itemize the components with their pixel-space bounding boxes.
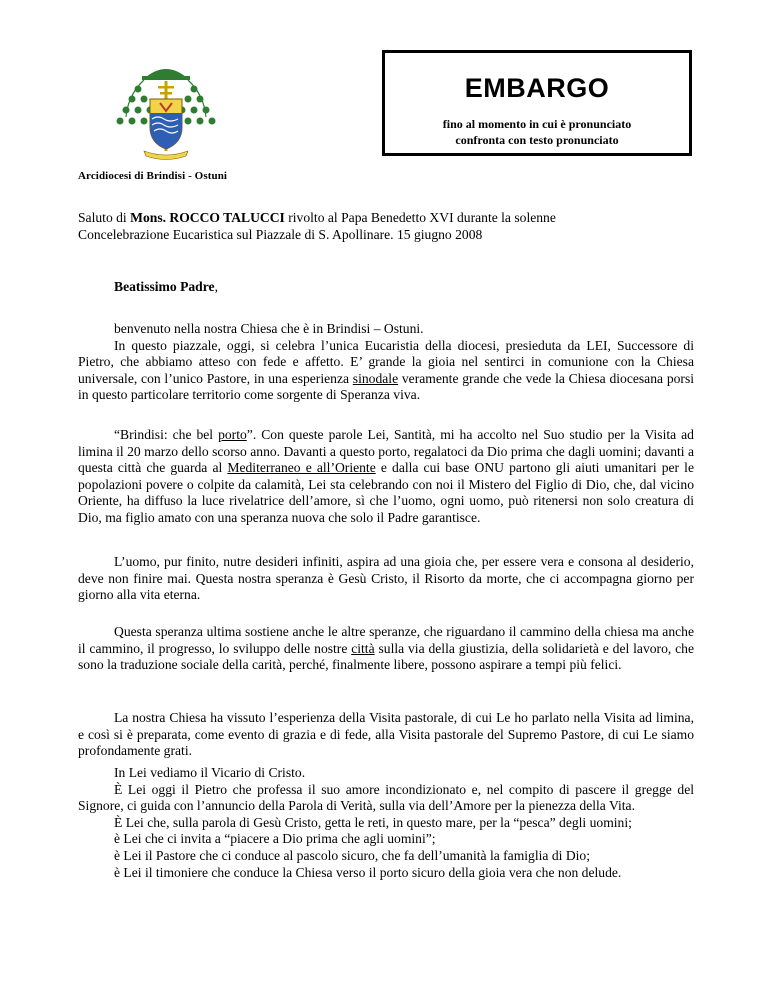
p2-underlined-1: porto xyxy=(218,427,247,442)
p4-text-a: Questa speranza ultima sostiene anche le altre speranze, che riguardano il cammino della chiesa ma anche il cammino, il progresso, lo sviluppo delle nostre xyxy=(78,624,694,656)
litany-line-6: è Lei il timoniere che conduce la Chiesa verso il porto sicuro della gioia vera che non delude. xyxy=(114,864,622,880)
p2-text-c: e dalla cui base ONU partono gli aiuti umanitari per le popolazioni povere o colpite da calamità, Lei sta celebrando con noi il Mistero del Figlio di Dio, che, dal vicino Oriente, ha diffuso la luce rivelatrice dell’amore, sì che l’uomo, ogni uomo, può ritenersi non solo creatura di Dio, ma figlio amato con una speranza nuova che solo il Padre garantisce. xyxy=(78,460,694,525)
diocese-label: Arcidiocesi di Brindisi - Ostuni xyxy=(78,170,228,182)
paragraph-4-body xyxy=(78,624,694,674)
salutation-text: Beatissimo Padre xyxy=(114,279,215,294)
litany-line-2: È Lei oggi il Pietro che professa il suo amore incondizionato e, nel compito di pascere il gregge del Signore, ci guida con l’annuncio della Parola di Verità, sulla via dell’Amore per la pienezza della Vita. xyxy=(78,781,694,814)
paragraph-2-body xyxy=(78,427,694,527)
author-name: Mons. ROCCO TALUCCI xyxy=(130,210,285,225)
p1-underlined: sinodale xyxy=(352,370,399,386)
p4-text-b: sulla via della giustizia, della solidarietà e del lavoro, che sono la traduzione sociale della carità, perché, finalmente libere, possono aspirare a tempi più felici. xyxy=(78,640,694,673)
intro-prefix: Saluto di xyxy=(78,210,131,225)
litany-line-4: è Lei che ci invita a “piacere a Dio prima che agli uomini”; xyxy=(114,831,436,847)
embargo-notice xyxy=(382,50,692,156)
intro-line-2: Concelebrazione Eucaristica sul Piazzale di S. Apollinare. 15 giugno 2008 xyxy=(78,226,483,242)
paragraph-5-body: La nostra Chiesa ha vissuto l’esperienza della Visita pastorale, di cui Le ho parlato nella Visita ad limina, e così si è preparata, come evento di grazia e di fede, alla Visita pastorale del Supremo Pastore, di cui Le siamo profondamente grati. xyxy=(78,710,694,759)
salutation-comma: , xyxy=(214,279,218,294)
litany-line-5: è Lei il Pastore che ci conduce al pascolo sicuro, che fa dell’umanità la famiglia di Dio; xyxy=(114,847,590,863)
p2-text-a: “Brindisi: che bel xyxy=(114,427,219,442)
intro-suffix: rivolto al Papa Benedetto XVI durante la solenne xyxy=(284,210,556,225)
p1-text-b: veramente grande che vede la Chiesa diocesana porsi in questo particolare territorio come sorgente di Speranza viva. xyxy=(78,370,695,403)
paragraph-3 xyxy=(78,554,694,604)
embargo-line-2: confronta con testo pronunciato xyxy=(455,133,619,147)
document-intro xyxy=(78,210,694,243)
p1-text-a: In questo piazzale, oggi, si celebra l’unica Eucaristia della diocesi, presieduta da LEI, Successore di Pietro, che abbiamo atteso con fede e affetto. E’ grande la gioia nel sentirci in comunione con la Chiesa universale, con l’unico Pastore, in una esperienza xyxy=(78,337,694,386)
p2-text-b: ”. Con queste parole Lei, Santità, mi ha accolto nel Suo studio per la Visita ad limina il 20 marzo dello scorso anno. Davanti a questo porto, regalatoci da Dio prima che dagli uomini; davanti a questa città che guarda al xyxy=(78,427,694,476)
p4-underlined: città xyxy=(351,640,375,656)
closing-litany xyxy=(78,765,694,881)
litany-line-3: È Lei che, sulla parola di Gesù Cristo, getta le reti, in questo mare, per la “pesca” degli uomini; xyxy=(114,814,632,830)
paragraph-4 xyxy=(78,624,694,674)
embargo-line-1: fino al momento in cui è pronunciato xyxy=(442,117,632,131)
paragraph-5 xyxy=(78,710,694,760)
coat-of-arms-icon xyxy=(108,55,224,165)
paragraph-1-body xyxy=(78,338,694,404)
paragraph-2 xyxy=(78,427,694,527)
paragraph-3-body: L’uomo, pur finito, nutre desideri infiniti, aspira ad una gioia che, per essere vera e consona al desiderio, deve non finire mai. Questa nostra speranza è Gesù Cristo, il Risorto da morte, che ci accompagna giorno per giorno alla vita eterna. xyxy=(78,554,694,603)
litany-line-1: In Lei vediamo il Vicario di Cristo. xyxy=(114,765,306,780)
paragraph-1 xyxy=(78,321,694,404)
paragraph-1-line-1: benvenuto nella nostra Chiesa che è in Brindisi – Ostuni. xyxy=(114,321,424,336)
salutation xyxy=(114,279,730,296)
embargo-title: EMBARGO xyxy=(464,73,610,103)
p2-underlined-2: Mediterraneo e all’Oriente xyxy=(227,460,376,476)
